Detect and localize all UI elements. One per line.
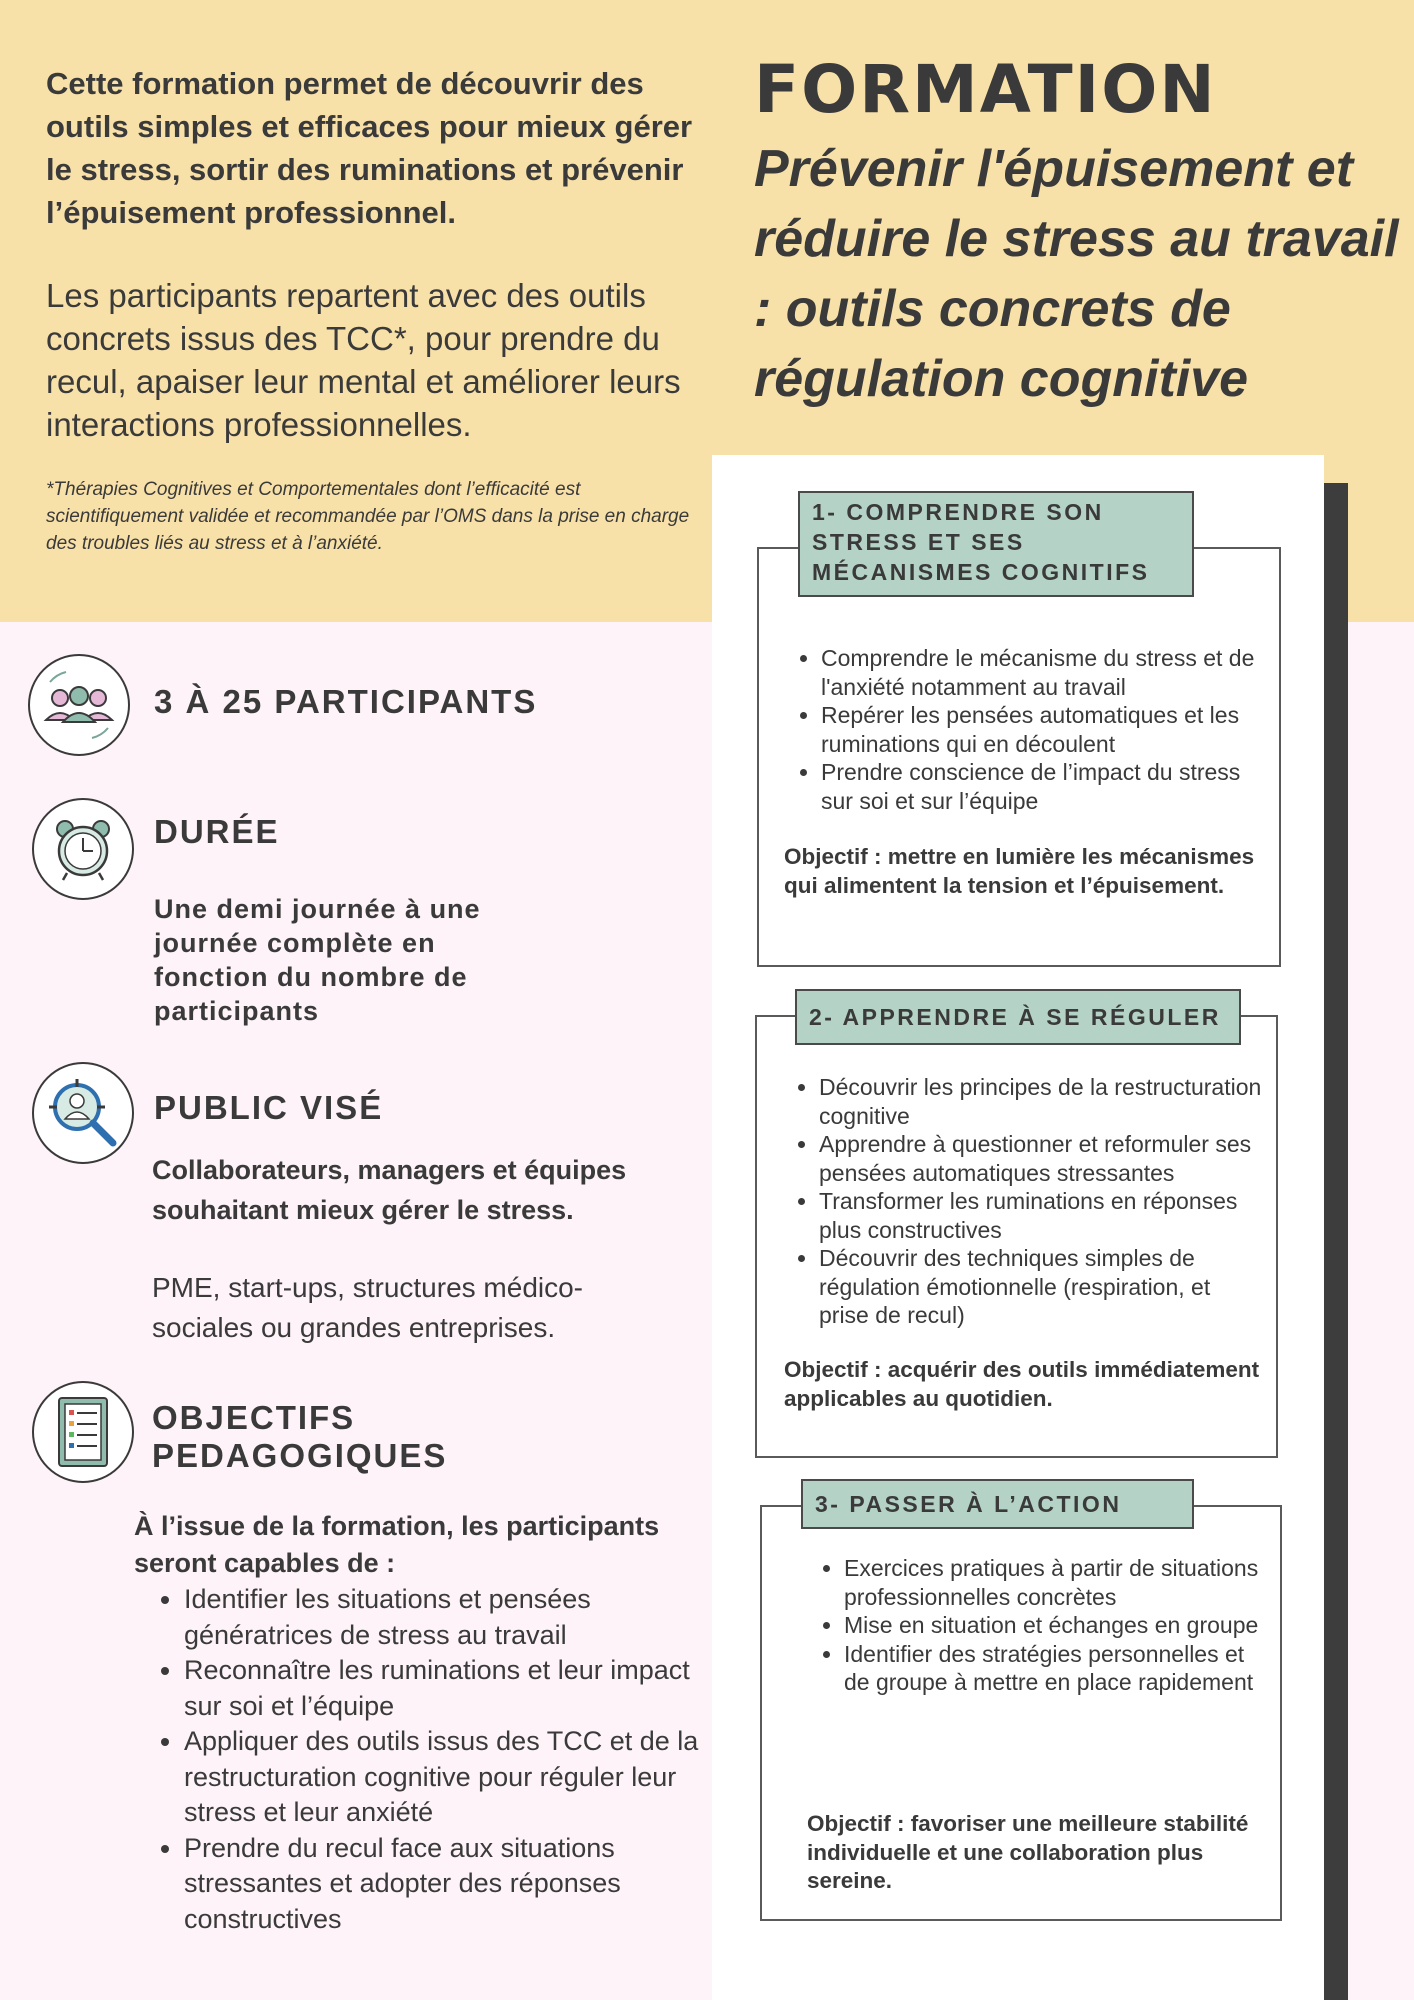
alarm-clock-icon [32, 798, 134, 900]
checklist-icon [32, 1381, 134, 1483]
duration-title: DURÉE [154, 813, 280, 850]
intro-section [46, 62, 696, 557]
list-item: • Reconnaître les ruminations et leur impact sur soi et l’équipe [184, 1653, 704, 1724]
intro-footnote: *Thérapies Cognitives et Comportementales dont l’efficacité est scientifiquement validée et recommandée par l’OMS dans la prise en charge des troubles liés au stress et à l’anxiété. [46, 479, 690, 554]
module-3-card [760, 1505, 1282, 1921]
group-icon [28, 654, 130, 756]
page-title: FORMATION [754, 51, 1217, 128]
module-2-list [777, 1073, 1262, 1330]
module-2-tag: 2- APPRENDRE À SE RÉGULER [795, 989, 1241, 1045]
audience-title: PUBLIC VISÉ [154, 1089, 384, 1126]
module-1-list [779, 644, 1259, 815]
duration-text: Une demi journée à une journée complète en fonction du nombre de participants [154, 894, 481, 1026]
list-item: • Exercices pratiques à partir de situations professionnelles concrètes [844, 1554, 1262, 1611]
list-item: • Prendre du recul face aux situations stressantes et adopter des réponses constructives [184, 1831, 704, 1938]
module-3-list [802, 1554, 1262, 1697]
list-item: • Découvrir des techniques simples de régulation émotionnelle (respiration, et prise de recul) [819, 1244, 1262, 1330]
objectives-list-section [134, 1508, 704, 1937]
list-item: • Repérer les pensées automatiques et les ruminations qui en découlent [821, 701, 1259, 758]
list-item: • Découvrir les principes de la restructuration cognitive [819, 1073, 1262, 1130]
participants-title: 3 À 25 PARTICIPANTS [154, 683, 538, 720]
list-item: • Apprendre à questionner et reformuler ses pensées automatiques stressantes [819, 1130, 1262, 1187]
objectives-title: OBJECTIFS PEDAGOGIQUES [152, 1399, 448, 1474]
list-item: • Identifier les situations et pensées génératrices de stress au travail [184, 1582, 704, 1653]
list-item: • Identifier des stratégies personnelles et de groupe à mettre en place rapidement [844, 1640, 1262, 1697]
module-2-card [755, 1015, 1278, 1458]
page-subtitle: Prévenir l'épuisement et réduire le stress au travail : outils concrets de régulation cognitive [754, 140, 1399, 408]
audience-normal-text: PME, start-ups, structures médico-sociales ou grandes entreprises. [152, 1272, 584, 1343]
intro-bold-text: Cette formation permet de découvrir des outils simples et efficaces pour mieux gérer le stress, sortir des ruminations et prévenir l’épuisement professionnel. [46, 66, 693, 230]
module-1-objective: Objectif : mettre en lumière les mécanismes qui alimentent la tension et l’épuisement. [784, 844, 1255, 898]
target-magnifier-icon [32, 1062, 134, 1164]
decorative-side-bar [1324, 483, 1348, 2000]
list-item: • Prendre conscience de l’impact du stress sur soi et sur l’équipe [821, 758, 1259, 815]
objectives-list [134, 1582, 704, 1937]
module-1-tag: 1- COMPRENDRE SON STRESS ET SES MÉCANISMES COGNITIFS [798, 491, 1194, 597]
module-3-tag: 3- PASSER À L’ACTION [801, 1479, 1194, 1529]
objectives-intro: À l’issue de la formation, les participants seront capables de : [134, 1511, 660, 1578]
module-2-objective: Objectif : acquérir des outils immédiatement applicables au quotidien. [784, 1357, 1260, 1411]
list-item: • Appliquer des outils issus des TCC et de la restructuration cognitive pour réguler leur stress et leur anxiété [184, 1724, 704, 1831]
list-item: • Transformer les ruminations en réponses plus constructives [819, 1187, 1262, 1244]
list-item: • Comprendre le mécanisme du stress et de l'anxiété notamment au travail [821, 644, 1259, 701]
module-3-objective: Objectif : favoriser une meilleure stabilité individuelle et une collaboration plus sereine. [807, 1811, 1249, 1893]
module-1-card [757, 547, 1281, 967]
list-item: • Mise en situation et échanges en groupe [844, 1611, 1262, 1640]
title-block [754, 50, 1404, 414]
intro-normal-text: Les participants repartent avec des outils concrets issus des TCC*, pour prendre du recul, apaiser leur mental et améliorer leurs interactions professionnelles. [46, 277, 681, 443]
audience-bold-text: Collaborateurs, managers et équipes souhaitant mieux gérer le stress. [152, 1155, 627, 1225]
